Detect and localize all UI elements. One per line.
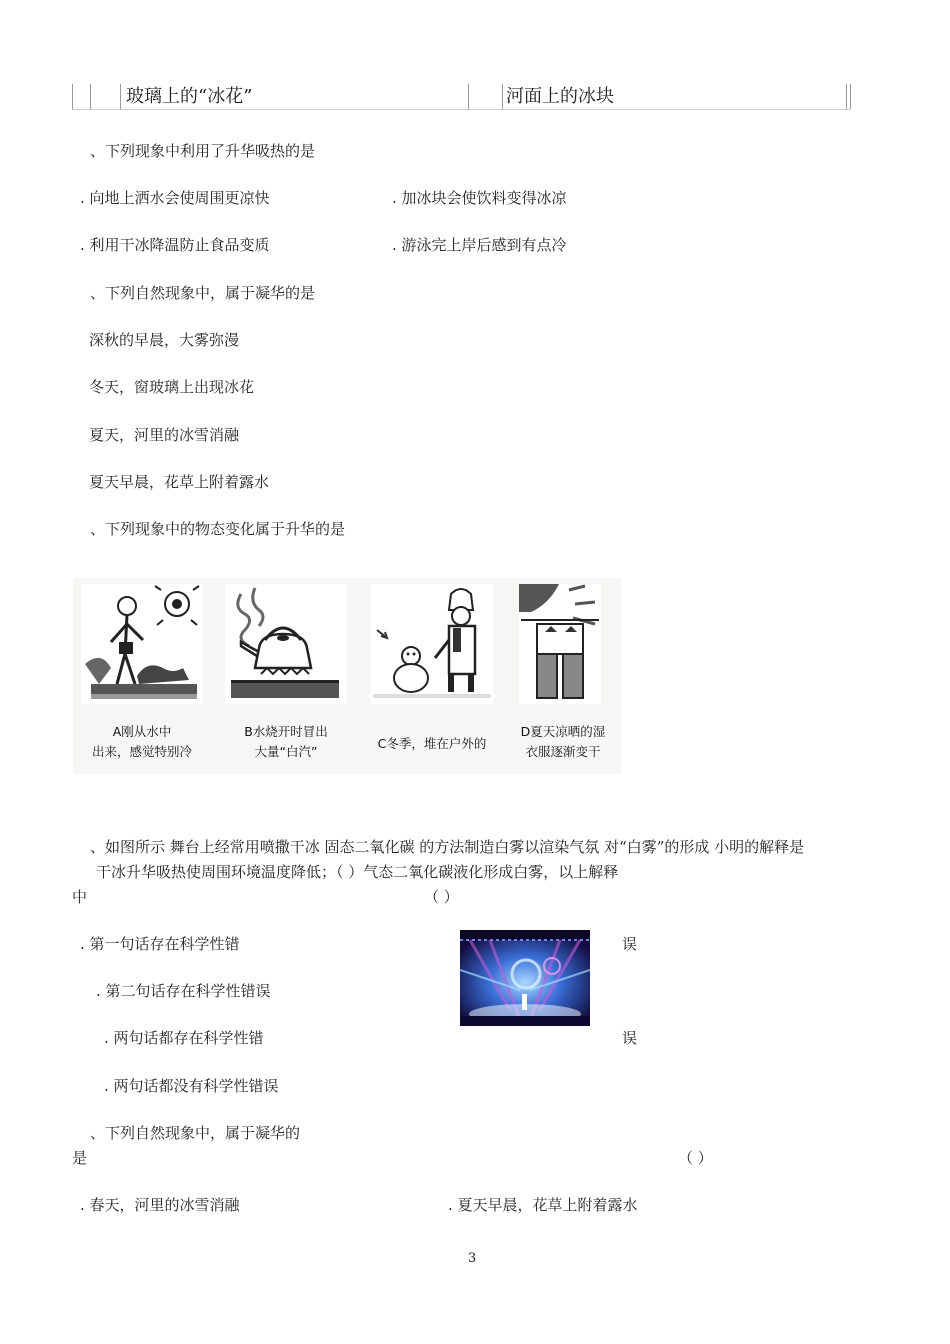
- table-border: [850, 84, 851, 110]
- question-stem-cont: 是: [72, 1149, 88, 1167]
- table-cell-river-ice: 河面上的冰块: [506, 86, 614, 107]
- caption-a-line1: A刚从水中: [112, 724, 172, 739]
- option-b: . 第二句话存在科学性错误: [96, 982, 271, 1000]
- caption-d-line2: 衣服逐渐变干: [525, 744, 601, 759]
- answer-parentheses: （ ）: [424, 888, 459, 906]
- option-b: . 加冰块会使饮料变得冰凉: [392, 189, 567, 207]
- option-d: . 游泳完上岸后感到有点冷: [392, 236, 567, 254]
- table-cell-glass-frost: 玻璃上的“冰花”: [126, 86, 253, 107]
- option-d: . 两句话都没有科学性错误: [104, 1077, 279, 1095]
- option-b: 冬天，窗玻璃上出现冰花: [89, 378, 255, 396]
- option-b: . 夏天早晨，花草上附着露水: [448, 1196, 638, 1214]
- illustration-snowman: [371, 584, 493, 704]
- option-a-tail: 误: [622, 935, 638, 953]
- table-border: [468, 84, 469, 110]
- option-d: 夏天早晨，花草上附着露水: [89, 473, 270, 491]
- option-c: . 两句话都存在科学性错: [104, 1029, 264, 1047]
- option-a: . 第一句话存在科学性错: [80, 935, 240, 953]
- caption-d: [513, 722, 613, 762]
- table-border: [502, 84, 503, 110]
- table-border: [72, 109, 851, 110]
- page-number: 3: [468, 1251, 477, 1266]
- answer-parentheses: （ ）: [678, 1149, 713, 1167]
- question-stem: 、下列自然现象中，属于凝华的: [90, 1124, 301, 1142]
- table-border: [120, 84, 121, 110]
- illustration-swimmer: [81, 584, 203, 704]
- option-c: . 利用干冰降温防止食品变质: [80, 236, 270, 254]
- question-stem-line1: 、如图所示 舞台上经常用喷撒干冰 固态二氧化碳 的方法制造白雾以渲染气氛 对“白雾”的形成 小明的解释是: [90, 838, 805, 856]
- table-border: [72, 84, 73, 110]
- illustration-figure: [73, 578, 621, 774]
- option-a: 深秋的早晨，大雾弥漫: [89, 331, 240, 349]
- caption-d-line1: D夏天凉晒的湿: [520, 724, 606, 739]
- caption-a-line2: 出来，感觉特别冷: [91, 744, 192, 759]
- option-a: . 向地上洒水会使周围更凉快: [80, 189, 270, 207]
- caption-a: [81, 722, 203, 762]
- caption-b-line2: 大量“白汽”: [254, 744, 318, 759]
- question-stem: 、下列现象中利用了升华吸热的是: [90, 142, 316, 160]
- table-border: [90, 84, 91, 110]
- question-stem: 、下列现象中的物态变化属于升华的是: [90, 520, 346, 538]
- illustration-kettle: [225, 584, 347, 704]
- question-stem-line2: 干冰升华吸热使周围环境温度降低；（ ）气态二氧化碳液化形成白雾，以上解释: [96, 863, 619, 881]
- option-a: . 春天，河里的冰雪消融: [80, 1196, 240, 1214]
- option-c-tail: 误: [622, 1029, 638, 1047]
- caption-c-line1: C冬季，堆在户外的: [377, 736, 487, 751]
- option-c: 夏天，河里的冰雪消融: [89, 426, 240, 444]
- caption-b-line1: B水烧开时冒出: [244, 724, 328, 739]
- caption-c: [365, 734, 499, 754]
- illustration-clothes: [519, 584, 601, 704]
- table-border: [846, 84, 847, 110]
- stage-photo: [460, 930, 590, 1026]
- header-table: [72, 84, 851, 110]
- question-stem-line3: 中: [72, 888, 88, 906]
- question-stem: 、下列自然现象中，属于凝华的是: [90, 284, 316, 302]
- caption-b: [225, 722, 347, 762]
